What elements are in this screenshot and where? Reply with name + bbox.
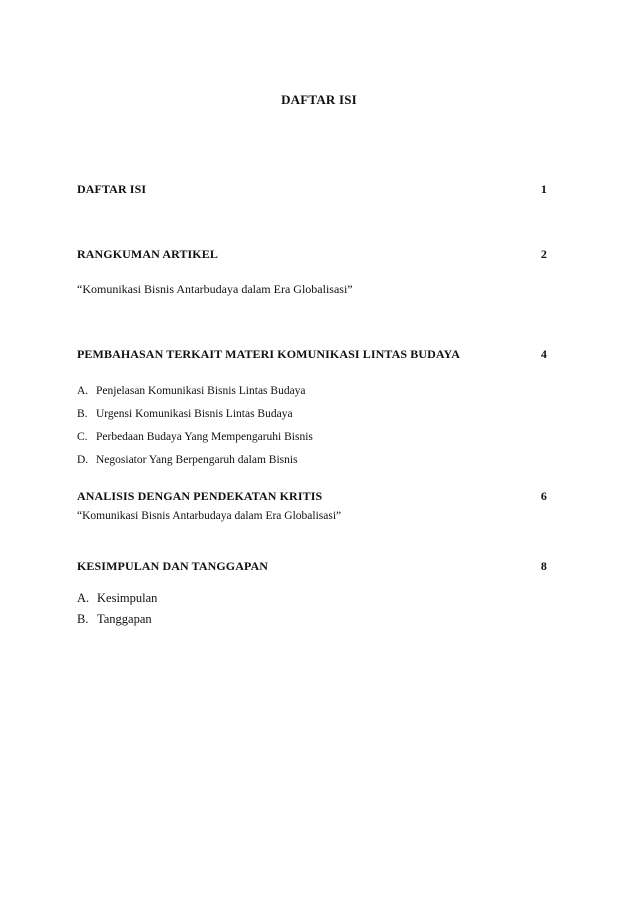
list-item-text: Urgensi Komunikasi Bisnis Lintas Budaya — [96, 408, 293, 420]
page-title: DAFTAR ISI — [281, 92, 357, 107]
toc-entry-subtitle: “Komunikasi Bisnis Antarbudaya dalam Era Globalisasi” — [77, 282, 353, 296]
toc-entry-kesimpulan — [77, 559, 547, 633]
toc-entry-pembahasan — [77, 347, 547, 477]
toc-entry-heading — [77, 247, 547, 263]
list-item-marker: A. — [77, 385, 89, 397]
list-item — [77, 454, 547, 469]
list-item — [77, 612, 547, 628]
list-item-text: Kesimpulan — [97, 591, 158, 605]
toc-entry-heading — [77, 489, 547, 505]
list-item-marker: A. — [77, 591, 90, 605]
list-item — [77, 408, 547, 423]
toc-entry-heading — [77, 182, 547, 198]
list-item-marker: C. — [77, 431, 88, 443]
toc-sublist — [77, 385, 547, 469]
toc-entry-heading — [77, 559, 547, 575]
toc-entry-subtitle: “Komunikasi Bisnis Antarbudaya dalam Era Globalisasi” — [77, 510, 342, 522]
toc-entry-label: DAFTAR ISI — [77, 182, 147, 196]
list-item-text: Negosiator Yang Berpengaruh dalam Bisnis — [96, 454, 298, 466]
toc-entry-label: ANALISIS DENGAN PENDEKATAN KRITIS — [77, 489, 323, 503]
toc-entry-daftar-isi — [77, 182, 547, 198]
toc-entry-page-number: 6 — [540, 489, 547, 503]
list-item-marker: B. — [77, 408, 88, 420]
toc-entry-label: RANGKUMAN ARTIKEL — [77, 247, 218, 261]
list-item-text: Tanggapan — [97, 612, 152, 626]
toc-entry-label: KESIMPULAN DAN TANGGAPAN — [77, 559, 269, 573]
list-item-marker: B. — [77, 612, 89, 626]
list-item — [77, 385, 547, 400]
list-item-text: Perbedaan Budaya Yang Mempengaruhi Bisnis — [96, 431, 313, 443]
toc-entry-page-number: 4 — [540, 347, 547, 361]
toc-entry-heading — [77, 347, 547, 363]
toc-entry-analisis — [77, 489, 547, 522]
list-item — [77, 431, 547, 446]
toc-entry-rangkuman-artikel — [77, 247, 547, 297]
toc-entry-page-number: 1 — [540, 182, 547, 196]
toc-entry-page-number: 8 — [540, 559, 547, 573]
list-item-text: Penjelasan Komunikasi Bisnis Lintas Budaya — [96, 385, 306, 397]
toc-sublist — [77, 591, 547, 628]
list-item — [77, 591, 547, 607]
toc-entry-page-number: 2 — [540, 247, 547, 261]
list-item-marker: D. — [77, 454, 89, 466]
toc-entry-label: PEMBAHASAN TERKAIT MATERI KOMUNIKASI LINTAS BUDAYA — [77, 347, 460, 361]
